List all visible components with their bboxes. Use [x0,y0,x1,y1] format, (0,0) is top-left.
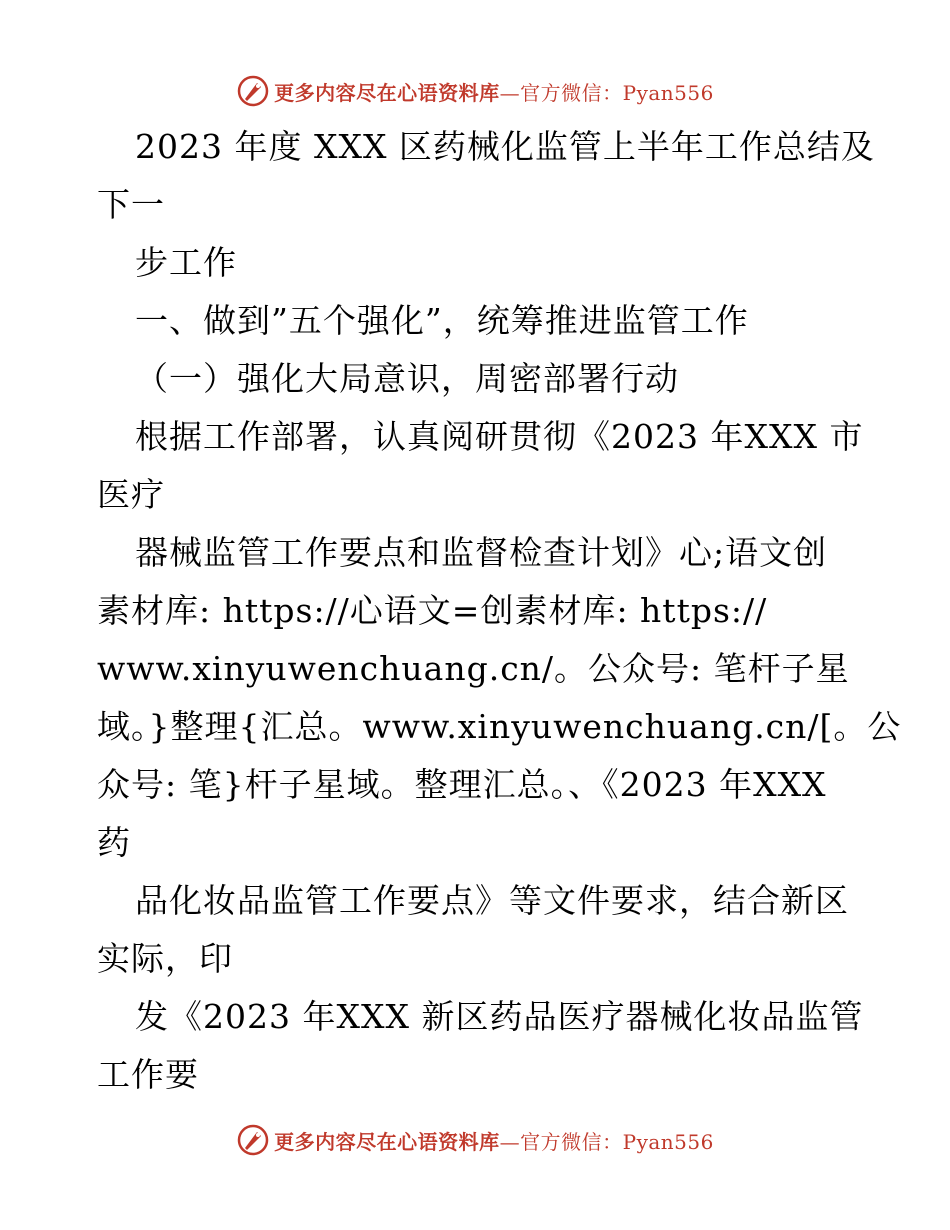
watermark-text [274,1126,714,1155]
subsection-heading-1: （一）强化大局意识，周密部署行动 [135,359,679,398]
watermark-text [274,77,714,106]
watermark-brand: 更多内容尽在心语资料库 [274,1129,500,1154]
paragraph-line: 实际，印 [97,939,233,978]
footer-watermark-banner [0,1120,950,1160]
paragraph-line: 众号: 笔}杆子星域。整理汇总。、《2023 年XXX [97,765,827,804]
watermark-brand: 更多内容尽在心语资料库 [274,80,500,105]
paragraph-line: 品化妆品监管工作要点》等文件要求，结合新区 [135,881,849,920]
document-body [97,118,902,1104]
paragraph-line: 医疗 [97,475,165,514]
paragraph-line: 器械监管工作要点和监督检查计划》心;语文创 [135,533,828,572]
paragraph-line: 工作要 [97,1055,199,1094]
paragraph-line: 域。}整理{汇总。www.xinyuwenchuang.cn/[。公 [97,707,902,746]
paragraph-line: www.xinyuwenchuang.cn/。公众号: 笔杆子星 [97,649,850,688]
title-line-3: 步工作 [135,243,237,282]
paragraph-line: 发《2023 年XXX 新区药品医疗器械化妆品监管 [135,997,864,1036]
pen-nib-logo-icon [236,74,270,108]
title-line-1: 2023 年度 XXX 区药械化监管上半年工作总结及 [135,127,875,166]
section-heading-1: 一、做到”五个强化”，统筹推进监管工作 [135,301,749,340]
paragraph-line: 素材库: https://心语文=创素材库: https:// [97,591,768,630]
paragraph-line: 药 [97,823,131,862]
title-line-2: 下一 [97,185,165,224]
watermark-wechat: —官方微信：Pyan556 [499,1129,714,1154]
pen-nib-logo-icon [236,1123,270,1157]
header-watermark-banner [0,71,950,111]
paragraph-line: 根据工作部署，认真阅研贯彻《2023 年XXX 市 [135,417,864,456]
watermark-wechat: —官方微信：Pyan556 [499,80,714,105]
